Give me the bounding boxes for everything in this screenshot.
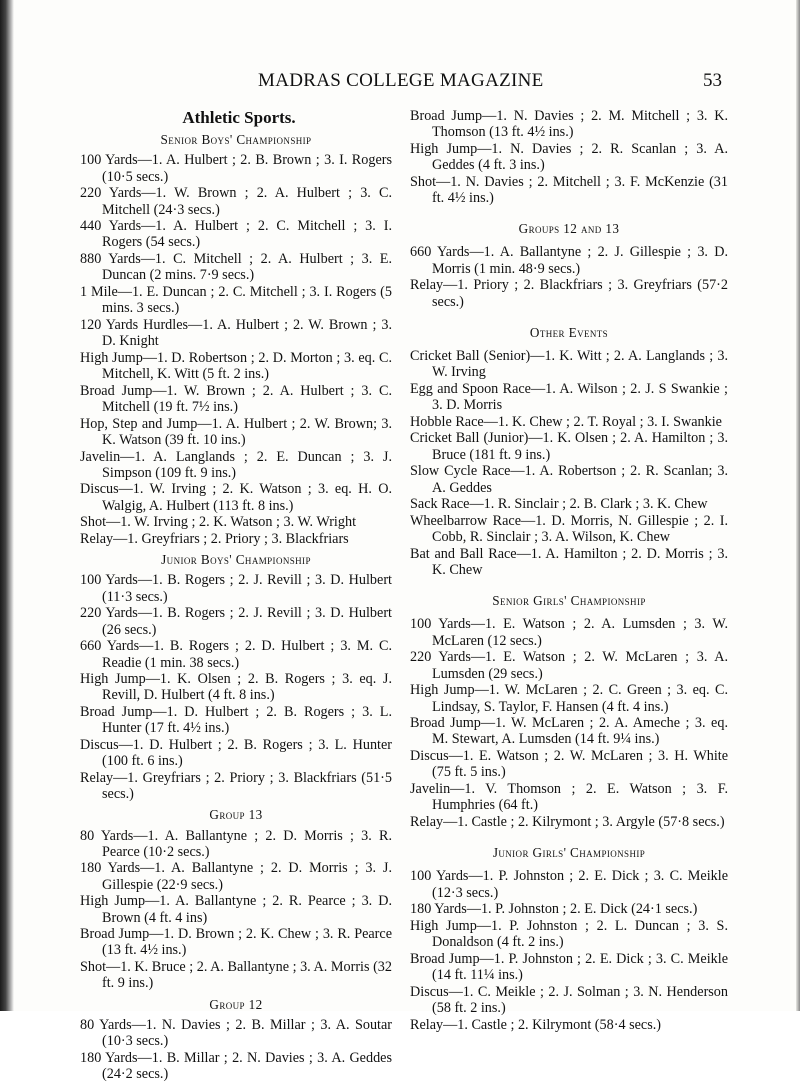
- article-title: Athletic Sports.: [182, 108, 296, 127]
- result-entry: 100 Yards—1. P. Johnston ; 2. E. Dick ; 3. C. Meikle (12·3 secs.): [410, 868, 728, 901]
- result-entry: Discus—1. C. Meikle ; 2. J. Solman ; 3. N. Henderson (58 ft. 2 ins.): [410, 983, 728, 1016]
- result-entry: High Jump—1. D. Robertson ; 2. D. Morton ; 3. eq. C. Mitchell, K. Witt (5 ft. 2 ins.): [80, 349, 392, 383]
- section-heading-group-13: Group 13: [209, 807, 263, 823]
- result-entry: 100 Yards—1. B. Rogers ; 2. J. Revill ; 3. D. Hulbert (11·3 secs.): [80, 572, 392, 605]
- result-entry: Broad Jump—1. P. Johnston ; 2. E. Dick ; 3. C. Meikle (14 ft. 11¼ ins.): [410, 950, 728, 984]
- result-entry: Egg and Spoon Race—1. A. Wilson ; 2. J. S Swankie ; 3. D. Morris: [410, 380, 728, 414]
- result-entry: 220 Yards—1. W. Brown ; 2. A. Hulbert ; 3. C. Mitchell (24·3 secs.): [80, 185, 392, 218]
- result-entry: High Jump—1. K. Olsen ; 2. B. Rogers ; 3. eq. J. Revill, D. Hulbert (4 ft. 8 ins.): [80, 671, 392, 704]
- running-header-title: MADRAS COLLEGE MAGAZINE: [258, 70, 544, 91]
- result-entry: Shot—1. W. Irving ; 2. K. Watson ; 3. W. Wright: [80, 514, 357, 531]
- result-entry: Discus—1. W. Irving ; 2. K. Watson ; 3. eq. H. O. Walgig, A. Hulbert (113 ft. 8 ins.): [80, 481, 392, 514]
- result-entry: 120 Yards Hurdles—1. A. Hulbert ; 2. W. Brown ; 3. D. Knight: [80, 316, 392, 350]
- result-entry: 660 Yards—1. B. Rogers ; 2. D. Hulbert ; 3. M. C. Readie (1 min. 38 secs.): [80, 638, 392, 671]
- result-entry: Wheelbarrow Race—1. D. Morris, N. Gillespie ; 2. I. Cobb, R. Sinclair ; 3. A. Wilson, K. Chew: [410, 512, 728, 546]
- page-number: 53: [703, 70, 722, 91]
- section-heading-junior-girls-championship: Junior Girls' Championship: [492, 845, 646, 861]
- right-column: [410, 108, 728, 1033]
- result-entry: Discus—1. D. Hulbert ; 2. B. Rogers ; 3. L. Hunter (100 ft. 6 ins.): [80, 737, 392, 770]
- result-entry: 220 Yards—1. B. Rogers ; 2. J. Revill ; 3. D. Hulbert (26 secs.): [80, 605, 392, 638]
- result-entry: Broad Jump—1. N. Davies ; 2. M. Mitchell ; 3. K. Thomson (13 ft. 4½ ins.): [410, 108, 728, 141]
- section-heading-group-12: Group 12: [209, 996, 263, 1012]
- result-entry: Sack Race—1. R. Sinclair ; 2. B. Clark ; 3. K. Chew: [410, 496, 708, 513]
- result-entry: 180 Yards—1. B. Millar ; 2. N. Davies ; 3. A. Geddes (24·2 secs.): [80, 1049, 392, 1082]
- result-entry: Bat and Ball Race—1. A. Hamilton ; 2. D. Morris ; 3. K. Chew: [410, 545, 728, 579]
- result-entry: Shot—1. K. Bruce ; 2. A. Ballantyne ; 3. A. Morris (32 ft. 9 ins.): [80, 959, 392, 992]
- result-entry: 100 Yards—1. A. Hulbert ; 2. B. Brown ; 3. I. Rogers (10·5 secs.): [80, 152, 392, 185]
- binding-shadow: [0, 0, 14, 1011]
- result-entry: 220 Yards—1. E. Watson ; 2. W. McLaren ; 3. A. Lumsden (29 secs.): [410, 649, 728, 682]
- result-entry: High Jump—1. A. Ballantyne ; 2. R. Pearce ; 3. D. Brown (4 ft. 4 ins): [80, 893, 392, 926]
- result-entry: Broad Jump—1. D. Hulbert ; 2. B. Rogers ; 3. L. Hunter (17 ft. 4½ ins.): [80, 704, 392, 737]
- result-entry: Relay—1. Greyfriars ; 2. Priory ; 3. Blackfriars: [80, 531, 349, 548]
- result-entry: Relay—1. Greyfriars ; 2. Priory ; 3. Blackfriars (51·5 secs.): [80, 769, 392, 803]
- page-edge: [796, 0, 800, 1011]
- section-heading-junior-boys-championship: Junior Boys' Championship: [161, 552, 311, 568]
- result-entry: 100 Yards—1. E. Watson ; 2. A. Lumsden ; 3. W. McLaren (12 secs.): [410, 616, 728, 649]
- section-heading-other-events: Other Events: [529, 324, 609, 340]
- result-entry: 440 Yards—1. A. Hulbert ; 2. C. Mitchell ; 3. I. Rogers (54 secs.): [80, 218, 392, 251]
- result-entry: High Jump—1. P. Johnston ; 2. L. Duncan ; 3. S. Donaldson (4 ft. 2 ins.): [410, 917, 728, 951]
- result-entry: Discus—1. E. Watson ; 2. W. McLaren ; 3. H. White (75 ft. 5 ins.): [410, 748, 728, 781]
- section-heading-senior-boys-championship: Senior Boys' Championship: [160, 132, 312, 148]
- result-entry: Slow Cycle Race—1. A. Robertson ; 2. R. Scanlan; 3. A. Geddes: [410, 463, 728, 496]
- result-entry: Relay—1. Castle ; 2. Kilrymont (58·4 secs.): [410, 1016, 661, 1033]
- result-entry: 80 Yards—1. N. Davies ; 2. B. Millar ; 3. A. Soutar (10·3 secs.): [80, 1016, 392, 1049]
- result-entry: High Jump—1. N. Davies ; 2. R. Scanlan ; 3. A. Geddes (4 ft. 3 ins.): [410, 140, 728, 174]
- result-entry: Javelin—1. V. Thomson ; 2. E. Watson ; 3. F. Humphries (64 ft.): [410, 781, 728, 814]
- section-heading-senior-girls-championship: Senior Girls' Championship: [492, 593, 646, 609]
- result-entry: 880 Yards—1. C. Mitchell ; 2. A. Hulbert ; 3. E. Duncan (2 mins. 7·9 secs.): [80, 251, 392, 284]
- result-entry: 660 Yards—1. A. Ballantyne ; 2. J. Gillespie ; 3. D. Morris (1 min. 48·9 secs.): [410, 244, 728, 277]
- result-entry: 1 Mile—1. E. Duncan ; 2. C. Mitchell ; 3. I. Rogers (5 mins. 3 secs.): [80, 284, 392, 317]
- result-entry: Shot—1. N. Davies ; 2. Mitchell ; 3. F. McKenzie (31 ft. 4½ ins.): [410, 173, 728, 207]
- result-entry: Broad Jump—1. W. McLaren ; 2. A. Ameche ; 3. eq. M. Stewart, A. Lumsden (14 ft. 9¼ ins.): [410, 715, 728, 748]
- result-entry: Broad Jump—1. W. Brown ; 2. A. Hulbert ; 3. C. Mitchell (19 ft. 7½ ins.): [80, 382, 392, 415]
- result-entry: High Jump—1. W. McLaren ; 2. C. Green ; 3. eq. C. Lindsay, S. Taylor, F. Hansen (4 ft. 4 ins.): [410, 682, 728, 715]
- result-entry: Javelin—1. A. Langlands ; 2. E. Duncan ; 3. J. Simpson (109 ft. 9 ins.): [80, 448, 392, 481]
- result-entry: Relay—1. Priory ; 2. Blackfriars ; 3. Greyfriars (57·2 secs.): [410, 277, 728, 310]
- section-heading-groups-12-and-13: Groups 12 and 13: [518, 221, 620, 237]
- result-entry: Cricket Ball (Junior)—1. K. Olsen ; 2. A. Hamilton ; 3. Bruce (181 ft. 9 ins.): [410, 430, 728, 463]
- result-entry: Cricket Ball (Senior)—1. K. Witt ; 2. A. Langlands ; 3. W. Irving: [410, 347, 728, 381]
- result-entry: 80 Yards—1. A. Ballantyne ; 2. D. Morris ; 3. R. Pearce (10·2 secs.): [80, 827, 392, 860]
- result-entry: Hop, Step and Jump—1. A. Hulbert ; 2. W. Brown; 3. K. Watson (39 ft. 10 ins.): [80, 415, 392, 448]
- result-entry: Relay—1. Castle ; 2. Kilrymont ; 3. Argyle (57·8 secs.): [410, 813, 725, 830]
- left-column: [80, 108, 392, 1083]
- result-entry: Broad Jump—1. D. Brown ; 2. K. Chew ; 3. R. Pearce (13 ft. 4½ ins.): [80, 926, 392, 959]
- result-entry: 180 Yards—1. P. Johnston ; 2. E. Dick (24·1 secs.): [410, 901, 698, 918]
- result-entry: 180 Yards—1. A. Ballantyne ; 2. D. Morris ; 3. J. Gillespie (22·9 secs.): [80, 860, 392, 893]
- result-entry: Hobble Race—1. K. Chew ; 2. T. Royal ; 3. I. Swankie: [410, 413, 722, 430]
